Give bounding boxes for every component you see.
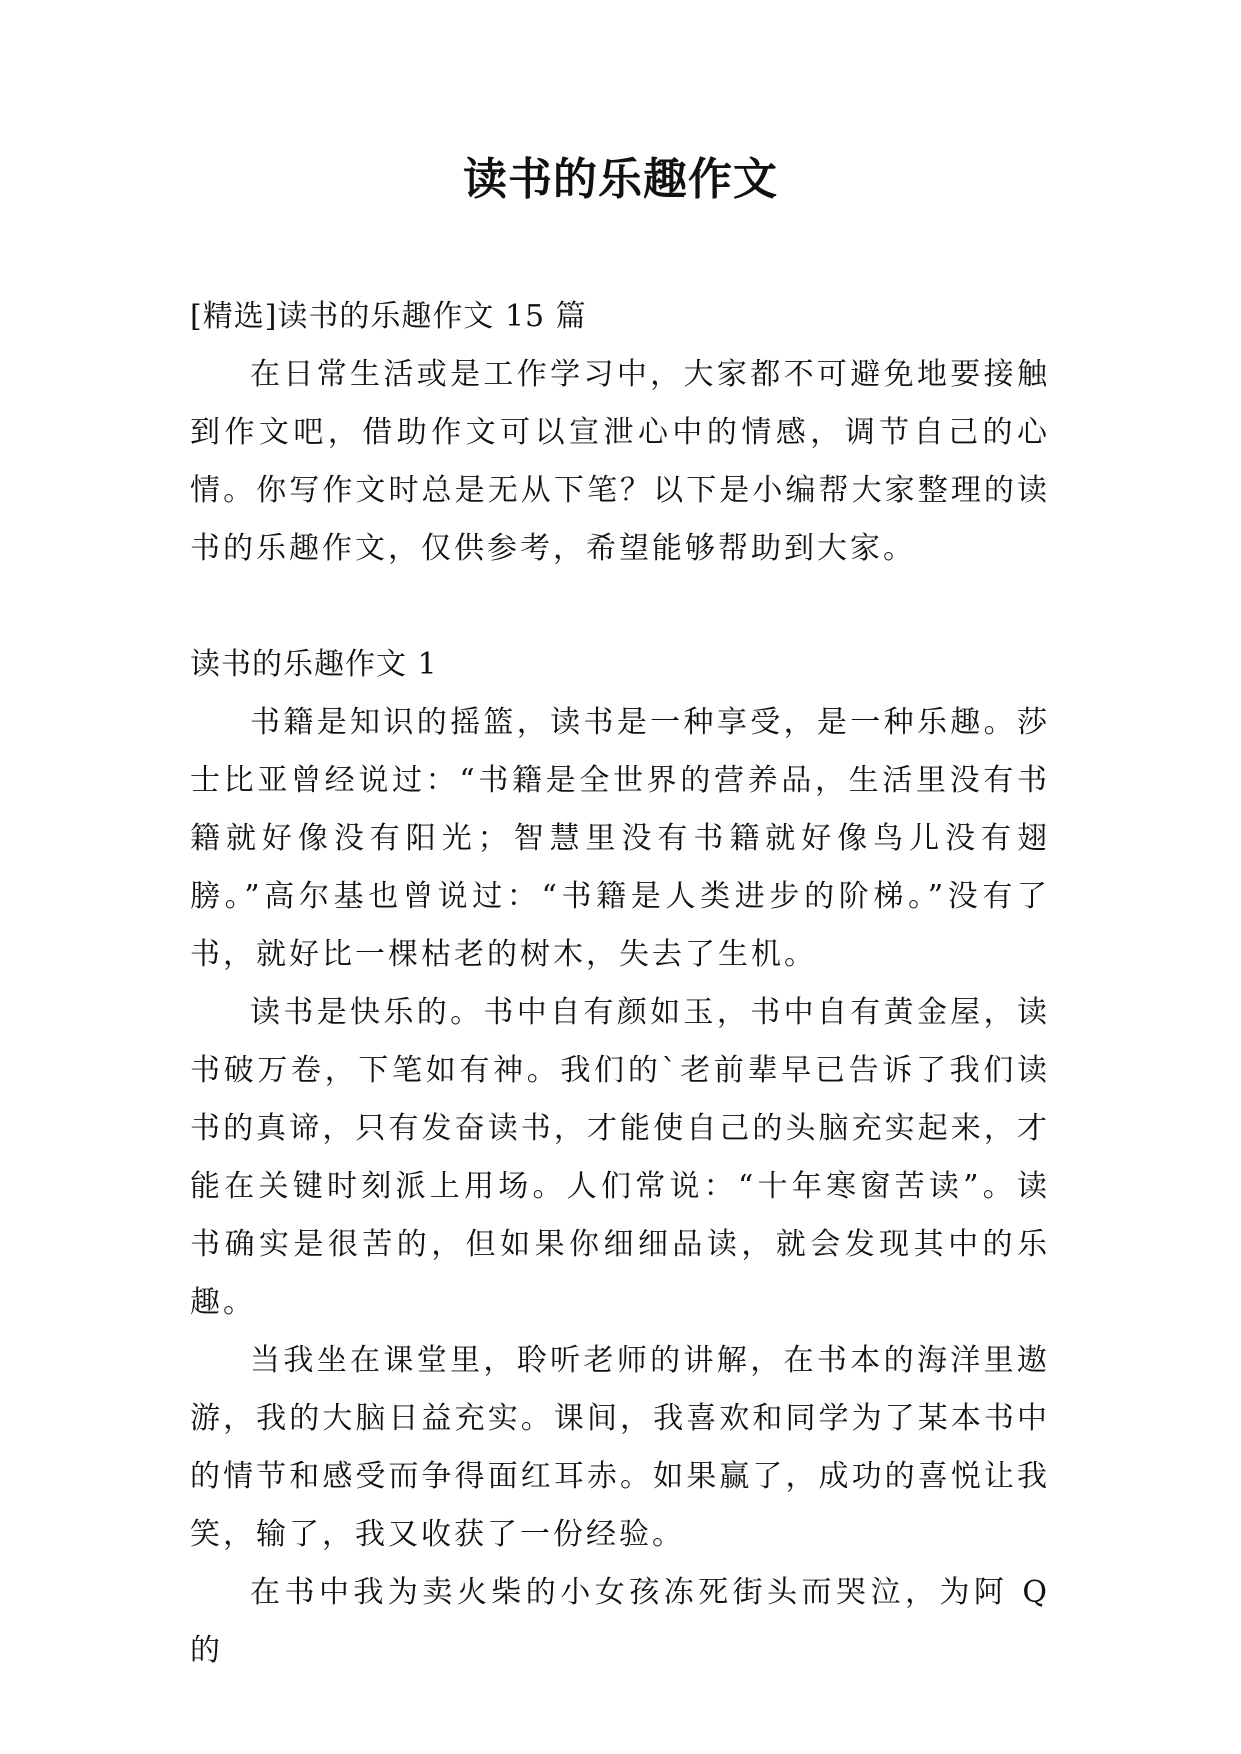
paragraph-2: 读书是快乐的。书中自有颜如玉，书中自有黄金屋，读书破万卷，下笔如有神。我们的`老前辈早已告诉了我们读书的真谛，只有发奋读书，才能使自己的头脑充实起来，才能在关键时刻派上用场。人们常说：“十年寒窗苦读”。读书确实是很苦的，但如果你细细品读，就会发现其中的乐趣。 xyxy=(190,995,1050,1320)
document-body xyxy=(190,288,1050,1680)
section-title: 读书的乐趣作文 1 xyxy=(190,647,438,682)
document-title: 读书的乐趣作文 xyxy=(463,154,778,205)
paragraph-1: 书籍是知识的摇篮，读书是一种享受，是一种乐趣。莎士比亚曾经说过：“书籍是全世界的营养品，生活里没有书籍就好像没有阳光；智慧里没有书籍就好像鸟儿没有翅膀。”高尔基也曾说过：“书籍是人类进步的阶梯。”没有了书，就好比一棵枯老的树木，失去了生机。 xyxy=(190,705,1050,972)
paragraph-4: 在书中我为卖火柴的小女孩冻死街头而哭泣，为阿 Q 的 xyxy=(190,1575,1050,1668)
intro-paragraph: 在日常生活或是工作学习中，大家都不可避免地要接触到作文吧，借助作文可以宣泄心中的情感，调节自己的心情。你写作文时总是无从下笔？以下是小编帮大家整理的读书的乐趣作文，仅供参考，希望能够帮助到大家。 xyxy=(190,357,1050,566)
paragraph-3: 当我坐在课堂里，聆听老师的讲解，在书本的海洋里遨游，我的大脑日益充实。课间，我喜欢和同学为了某本书中的情节和感受而争得面红耳赤。如果赢了，成功的喜悦让我笑，输了，我又收获了一份经验。 xyxy=(190,1343,1050,1552)
document-subtitle: [精选]读书的乐趣作文 15 篇 xyxy=(190,299,587,334)
